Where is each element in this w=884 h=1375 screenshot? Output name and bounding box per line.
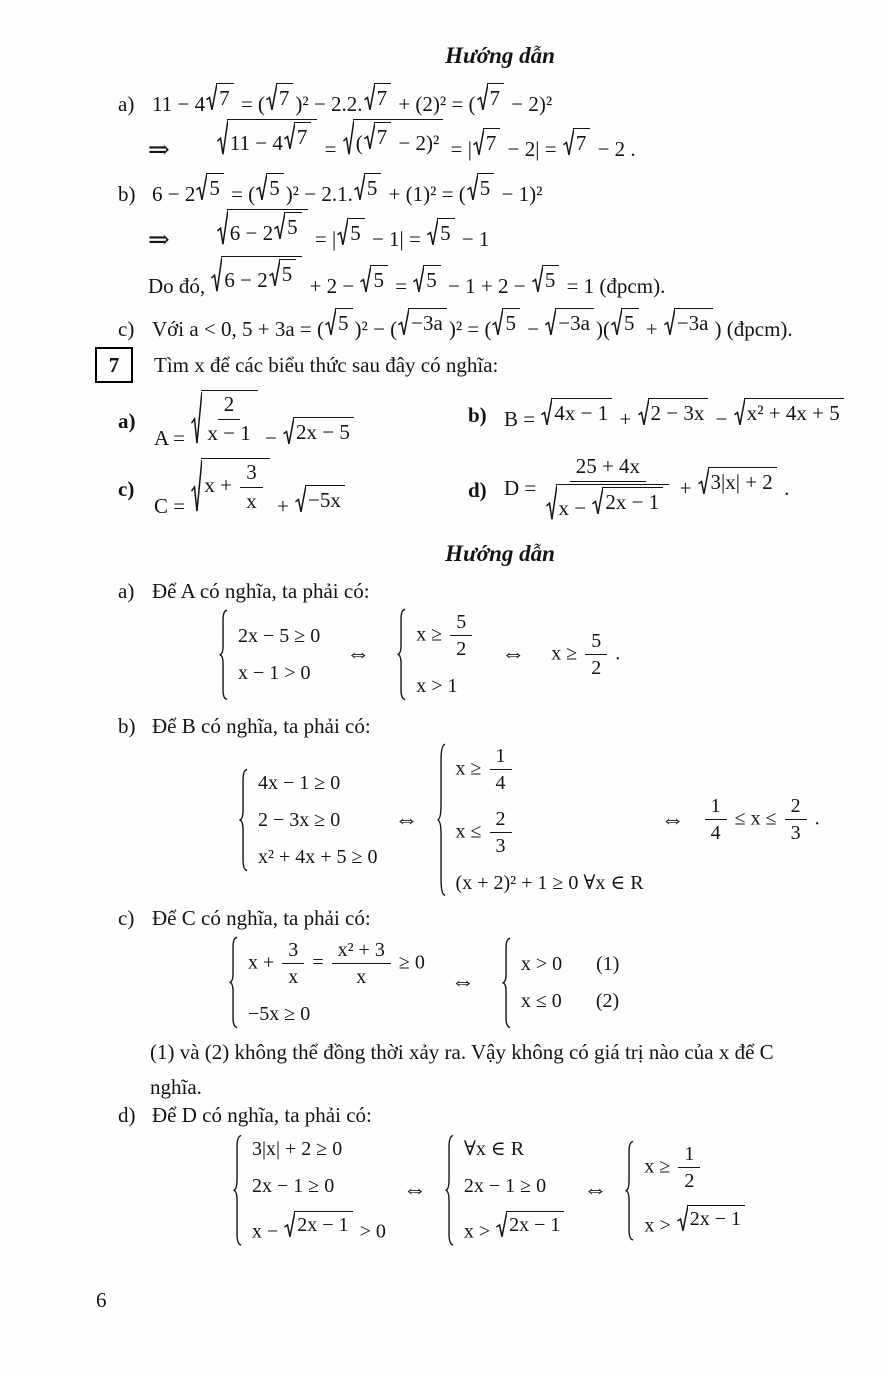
numerator: 3 — [240, 461, 263, 488]
system-rows — [229, 609, 320, 701]
numerator: 1 — [705, 795, 727, 820]
radicand: 5 — [477, 173, 495, 201]
implies-arrow: ⇒ — [148, 134, 170, 164]
conclusion-paragraph-line2: nghĩa. — [150, 1075, 202, 1099]
solution-intro-d — [118, 1101, 372, 1129]
denominator: 4 — [495, 772, 506, 795]
inequality-row: 4x − 1 ≥ 0 — [258, 771, 341, 794]
denominator: 2 — [591, 656, 602, 679]
sqrt-radical — [284, 1211, 352, 1238]
fraction — [678, 1143, 700, 1193]
solution-line — [118, 83, 552, 118]
expr-b-formula: B = 4x − 1 + 2 − 3x − x² + 4x + 5 — [504, 398, 846, 433]
radicand: 5 — [279, 259, 297, 287]
expr-label-c: c) — [118, 477, 135, 502]
radicand: −5x — [305, 485, 345, 513]
item-label-b: b) — [118, 714, 136, 738]
intro-text: Để B có nghĩa, ta phải có: — [152, 714, 371, 738]
expr-a-formula: A = $\frac{2}{x - 1}$ − 2x − 5 — [154, 390, 356, 452]
problem-number-box: 7 — [95, 347, 133, 383]
inequality-row: x − 1 > 0 — [238, 661, 311, 684]
radicand: 5 — [437, 218, 455, 246]
sqrt-radical — [541, 398, 612, 426]
item-label-a: a) — [118, 91, 135, 116]
inequality-row: x − 2x − 1 > 0 — [252, 1211, 386, 1244]
sqrt-radical — [206, 83, 234, 111]
numerator: 1 — [490, 745, 512, 770]
fraction — [207, 393, 250, 445]
radicand: 7 — [374, 122, 392, 150]
sqrt-radical — [677, 1205, 745, 1232]
sqrt-radical — [546, 484, 670, 521]
result-a: x ≥ $\frac{5}{2}$ . — [551, 629, 621, 679]
intro-text: Để D có nghĩa, ta phải có: — [152, 1103, 372, 1127]
radicand: x + $\frac{3}{x}$ — [201, 458, 269, 513]
inequality-row: 2x − 1 ≥ 0 — [252, 1175, 335, 1197]
item-label-b: b) — [118, 181, 136, 206]
radicand: 5 — [423, 265, 441, 293]
expression-b — [468, 398, 846, 433]
solution-intro-b — [118, 712, 371, 740]
radicand: 2x − 5 — [293, 417, 354, 445]
sqrt-radical — [295, 485, 345, 513]
system-rows — [407, 608, 475, 701]
fraction — [282, 939, 304, 989]
inequality-row — [521, 952, 620, 976]
radicand: 7 — [374, 83, 392, 111]
radicand — [201, 390, 257, 445]
sqrt-radical — [325, 308, 353, 336]
sqrt-radical — [477, 83, 505, 111]
denominator: x — [356, 966, 367, 989]
item-label-c: c) — [118, 906, 135, 930]
system-rows — [243, 1134, 386, 1247]
denominator: x — [246, 488, 257, 513]
denominator: 3 — [790, 822, 801, 845]
sqrt-radical — [698, 467, 777, 495]
radicand: 2 − 3x — [648, 398, 709, 426]
inequality-row: x + $\frac{3}{x}$ = $\frac{\text{x² + 3}}{x}$ ≥ 0 — [248, 939, 425, 989]
sqrt-radical — [217, 209, 308, 246]
denominator: 4 — [710, 822, 721, 845]
formula-a-line2: 11 − 4 7 = ( 7 − 2)² = | 7 − 2| = 7 − 2 . — [216, 137, 636, 161]
sqrt-radical — [592, 487, 663, 515]
inequality-row: 2x − 5 ≥ 0 — [238, 624, 321, 647]
system-of-inequalities — [232, 1134, 386, 1247]
expr-label-d: d) — [468, 478, 487, 503]
solution-intro-a — [118, 577, 370, 605]
radicand: 5 — [335, 308, 353, 336]
fraction — [785, 795, 807, 845]
sqrt-radical — [191, 390, 257, 445]
system-of-inequalities — [436, 742, 644, 898]
radicand: 7 — [294, 122, 312, 150]
item-label-c: c) — [118, 316, 135, 341]
system-of-inequalities — [501, 937, 620, 1029]
sqrt-radical — [734, 398, 844, 426]
fraction — [585, 630, 607, 680]
numerator: 25 + 4x — [570, 455, 646, 482]
iff-arrow: ⇔ — [346, 641, 371, 668]
inequality: x > 0 — [520, 952, 563, 975]
item-label-d: d) — [118, 1103, 136, 1127]
solution-c-systems — [228, 936, 619, 1029]
system-rows — [635, 1140, 747, 1241]
inequality-row: 2 − 3x ≥ 0 — [258, 808, 341, 831]
radicand: 5 — [364, 173, 382, 201]
radicand: 7 — [276, 83, 294, 111]
solution-line — [118, 308, 793, 343]
inequality: x ≤ 0 — [520, 989, 562, 1012]
solution-b-systems — [238, 742, 820, 898]
solution-line — [148, 256, 665, 300]
denominator: x − 1 — [207, 420, 251, 445]
expression-c — [118, 458, 347, 520]
sqrt-radical — [274, 212, 302, 240]
left-brace-icon — [444, 1134, 455, 1247]
sqrt-radical — [269, 259, 297, 287]
radicand: 3|x| + 2 — [708, 467, 777, 495]
numerator: 3 — [282, 939, 304, 964]
section-heading-guide-1: Hướng dẫn — [445, 43, 555, 68]
radicand: −3a — [674, 308, 713, 336]
equation-ref: (1) — [596, 952, 620, 975]
sqrt-radical — [492, 308, 520, 336]
solution-line — [148, 209, 489, 257]
radicand: ( 7 − 2)² — [353, 119, 444, 156]
radicand: 2x − 1 — [506, 1211, 564, 1238]
radicand: 11 − 4 7 — [227, 119, 318, 156]
sqrt-radical — [256, 173, 284, 201]
formula-b-line3: Do đó, 6 − 2 5 + 2 − 5 = 5 − 1 + 2 − 5 = 1 (đpcm). — [148, 274, 665, 298]
expr-label-a: a) — [118, 409, 136, 434]
left-brace-icon — [396, 608, 407, 701]
expr-d-formula: D = 25 + 4x x − 2x − 1 + 3|x| + 2 . — [504, 455, 789, 526]
denominator: 2 — [684, 1170, 695, 1192]
radicand: x² + 4x + 5 — [744, 398, 844, 426]
denominator: x — [288, 966, 299, 989]
inequality-row: 3|x| + 2 ≥ 0 — [252, 1138, 343, 1160]
system-of-inequalities — [238, 768, 378, 872]
system-of-inequalities — [624, 1140, 747, 1241]
radicand: −3a — [555, 308, 594, 336]
iff-arrow: ⇔ — [450, 969, 475, 996]
denominator: 3 — [495, 835, 506, 858]
iff-arrow: ⇔ — [501, 641, 526, 668]
inequality-row: x ≤ $\frac{2}{3}$ — [456, 808, 644, 858]
system-of-inequalities — [218, 609, 320, 701]
inequality-row — [521, 989, 620, 1013]
radicand: 5 — [542, 265, 560, 293]
result-b: $\frac{1}{4}$ ≤ x ≤ $\frac{2}{3}$ . — [702, 795, 820, 845]
sqrt-radical — [196, 173, 224, 201]
numerator: 2 — [490, 808, 512, 833]
radicand: 2x − 1 — [294, 1211, 352, 1238]
fraction — [705, 795, 727, 845]
radicand: 7 — [216, 83, 234, 111]
radicand: 2x − 1 — [602, 487, 663, 515]
implies-arrow: ⇒ — [148, 224, 170, 254]
radicand: 5 — [370, 265, 388, 293]
iff-arrow: ⇔ — [402, 1177, 427, 1204]
solution-d-systems — [232, 1134, 747, 1247]
sqrt-radical — [217, 119, 318, 156]
formula-b-line2: 6 − 2 5 = | 5 − 1| = 5 − 1 — [216, 227, 490, 251]
inequality-row: x > 1 — [416, 674, 458, 697]
fraction — [545, 455, 672, 526]
radicand: 5 — [502, 308, 520, 336]
denominator — [545, 482, 672, 526]
radicand: 6 − 2 5 — [227, 209, 308, 246]
fraction — [450, 611, 472, 661]
intro-text: Để A có nghĩa, ta phải có: — [152, 579, 370, 603]
system-of-inequalities — [228, 936, 425, 1029]
inequality-row: 2x − 1 ≥ 0 — [463, 1175, 547, 1197]
sqrt-radical — [266, 83, 294, 111]
sqrt-radical — [191, 458, 269, 513]
left-brace-icon — [232, 1134, 243, 1247]
sqrt-radical — [496, 1211, 564, 1238]
iff-arrow: ⇔ — [583, 1177, 608, 1204]
intro-text: Để C có nghĩa, ta phải có: — [152, 906, 371, 930]
radicand: 7 — [573, 128, 591, 156]
inequality-row: x > 2x − 1 — [644, 1205, 747, 1238]
inequality-row: x ≥ $\frac{5}{2}$ — [416, 611, 475, 661]
inequality-row: x > 2x − 1 — [464, 1211, 567, 1244]
expr-label-b: b) — [468, 403, 487, 428]
sqrt-radical — [467, 173, 495, 201]
sqrt-radical — [473, 128, 501, 156]
radicand: −3a — [408, 308, 447, 336]
problem-statement: Tìm x để các biểu thức sau đây có nghĩa: — [154, 352, 499, 377]
solution-a-systems — [218, 608, 620, 701]
radicand: 2x − 1 — [687, 1205, 745, 1232]
left-brace-icon — [228, 936, 239, 1029]
inequality-row: x ≥ $\frac{1}{2}$ — [644, 1143, 747, 1193]
sqrt-radical — [360, 265, 388, 293]
iff-arrow: ⇔ — [660, 806, 685, 833]
left-brace-icon — [218, 609, 229, 701]
expression-a — [118, 390, 356, 452]
sqrt-radical — [413, 265, 441, 293]
radicand: 5 — [347, 218, 365, 246]
fraction — [332, 939, 391, 989]
sqrt-radical — [283, 417, 354, 445]
item-label-a: a) — [118, 579, 135, 603]
formula-c-line1: Với a < 0, 5 + 3a = ( 5 )² − ( −3a )² = ( 5 − −3a )( 5 + −3a ) (đpcm). — [152, 317, 793, 341]
radicand: 6 − 2 5 — [221, 256, 302, 293]
system-rows — [249, 768, 378, 872]
numerator: 5 — [450, 611, 472, 636]
system-rows — [447, 742, 644, 898]
sqrt-radical — [364, 122, 392, 150]
sqrt-radical — [211, 256, 302, 293]
inequality-row: (x + 2)² + 1 ≥ 0 ∀x ∈ R — [455, 871, 644, 894]
system-rows — [239, 936, 425, 1029]
numerator: 2 — [785, 795, 807, 820]
radicand: x − 2x − 1 — [556, 484, 670, 521]
numerator: 5 — [585, 630, 607, 655]
system-rows — [455, 1134, 567, 1247]
radicand: 5 — [284, 212, 302, 240]
sqrt-radical — [354, 173, 382, 201]
page-number: 6 — [96, 1288, 107, 1312]
solution-line — [148, 119, 636, 167]
sqrt-radical — [545, 308, 594, 336]
conclusion-paragraph-line1: (1) và (2) không thể đồng thời xảy ra. Vậy không có giá trị nào của x để C — [150, 1040, 774, 1064]
system-of-inequalities — [396, 608, 475, 701]
sqrt-radical — [611, 308, 639, 336]
sqrt-radical — [284, 122, 312, 150]
problem-7 — [95, 347, 498, 383]
sqrt-radical — [427, 218, 455, 246]
radicand: 5 — [206, 173, 224, 201]
equation-ref: (2) — [595, 989, 620, 1012]
iff-arrow: ⇔ — [394, 806, 419, 833]
system-rows — [512, 937, 620, 1029]
formula-a-line1: 11 − 4 7 = ( 7 )² − 2.2. 7 + (2)² = ( 7 − 2)² — [152, 92, 552, 116]
section-heading-guide-2: Hướng dẫn — [445, 541, 555, 566]
inequality-row: ∀x ∈ R — [463, 1138, 525, 1160]
sqrt-radical — [638, 398, 709, 426]
solution-line — [118, 173, 542, 208]
radicand: 7 — [483, 128, 501, 156]
radicand: 5 — [266, 173, 284, 201]
system-of-inequalities — [444, 1134, 567, 1247]
left-brace-icon — [238, 768, 249, 872]
denominator: 2 — [456, 638, 467, 661]
expression-d — [468, 455, 789, 526]
sqrt-radical — [364, 83, 392, 111]
sqrt-radical — [563, 128, 591, 156]
sqrt-radical — [337, 218, 365, 246]
formula-b-line1: 6 − 2 5 = ( 5 )² − 2.1. 5 + (1)² = ( 5 − 1)² — [152, 182, 542, 206]
radicand: 7 — [487, 83, 505, 111]
sqrt-radical — [343, 119, 444, 156]
inequality-row: −5x ≥ 0 — [248, 1002, 311, 1025]
fraction — [240, 461, 263, 513]
fraction — [490, 745, 512, 795]
numerator: 1 — [678, 1143, 700, 1168]
numerator: 2 — [218, 393, 241, 420]
numerator: x² + 3 — [332, 939, 391, 964]
inequality-row: x² + 4x + 5 ≥ 0 — [258, 845, 378, 868]
left-brace-icon — [624, 1140, 635, 1241]
sqrt-radical — [398, 308, 447, 336]
left-brace-icon — [436, 742, 447, 898]
sqrt-radical — [664, 308, 713, 336]
inequality-row: x ≥ $\frac{1}{4}$ — [456, 745, 644, 795]
radicand: 4x − 1 — [551, 398, 612, 426]
fraction — [490, 808, 512, 858]
radicand: 5 — [621, 308, 639, 336]
left-brace-icon — [501, 937, 512, 1029]
sqrt-radical — [532, 265, 560, 293]
expr-c-formula: C = x + $\frac{3}{x}$ + −5x — [154, 458, 347, 520]
solution-intro-c — [118, 904, 371, 932]
